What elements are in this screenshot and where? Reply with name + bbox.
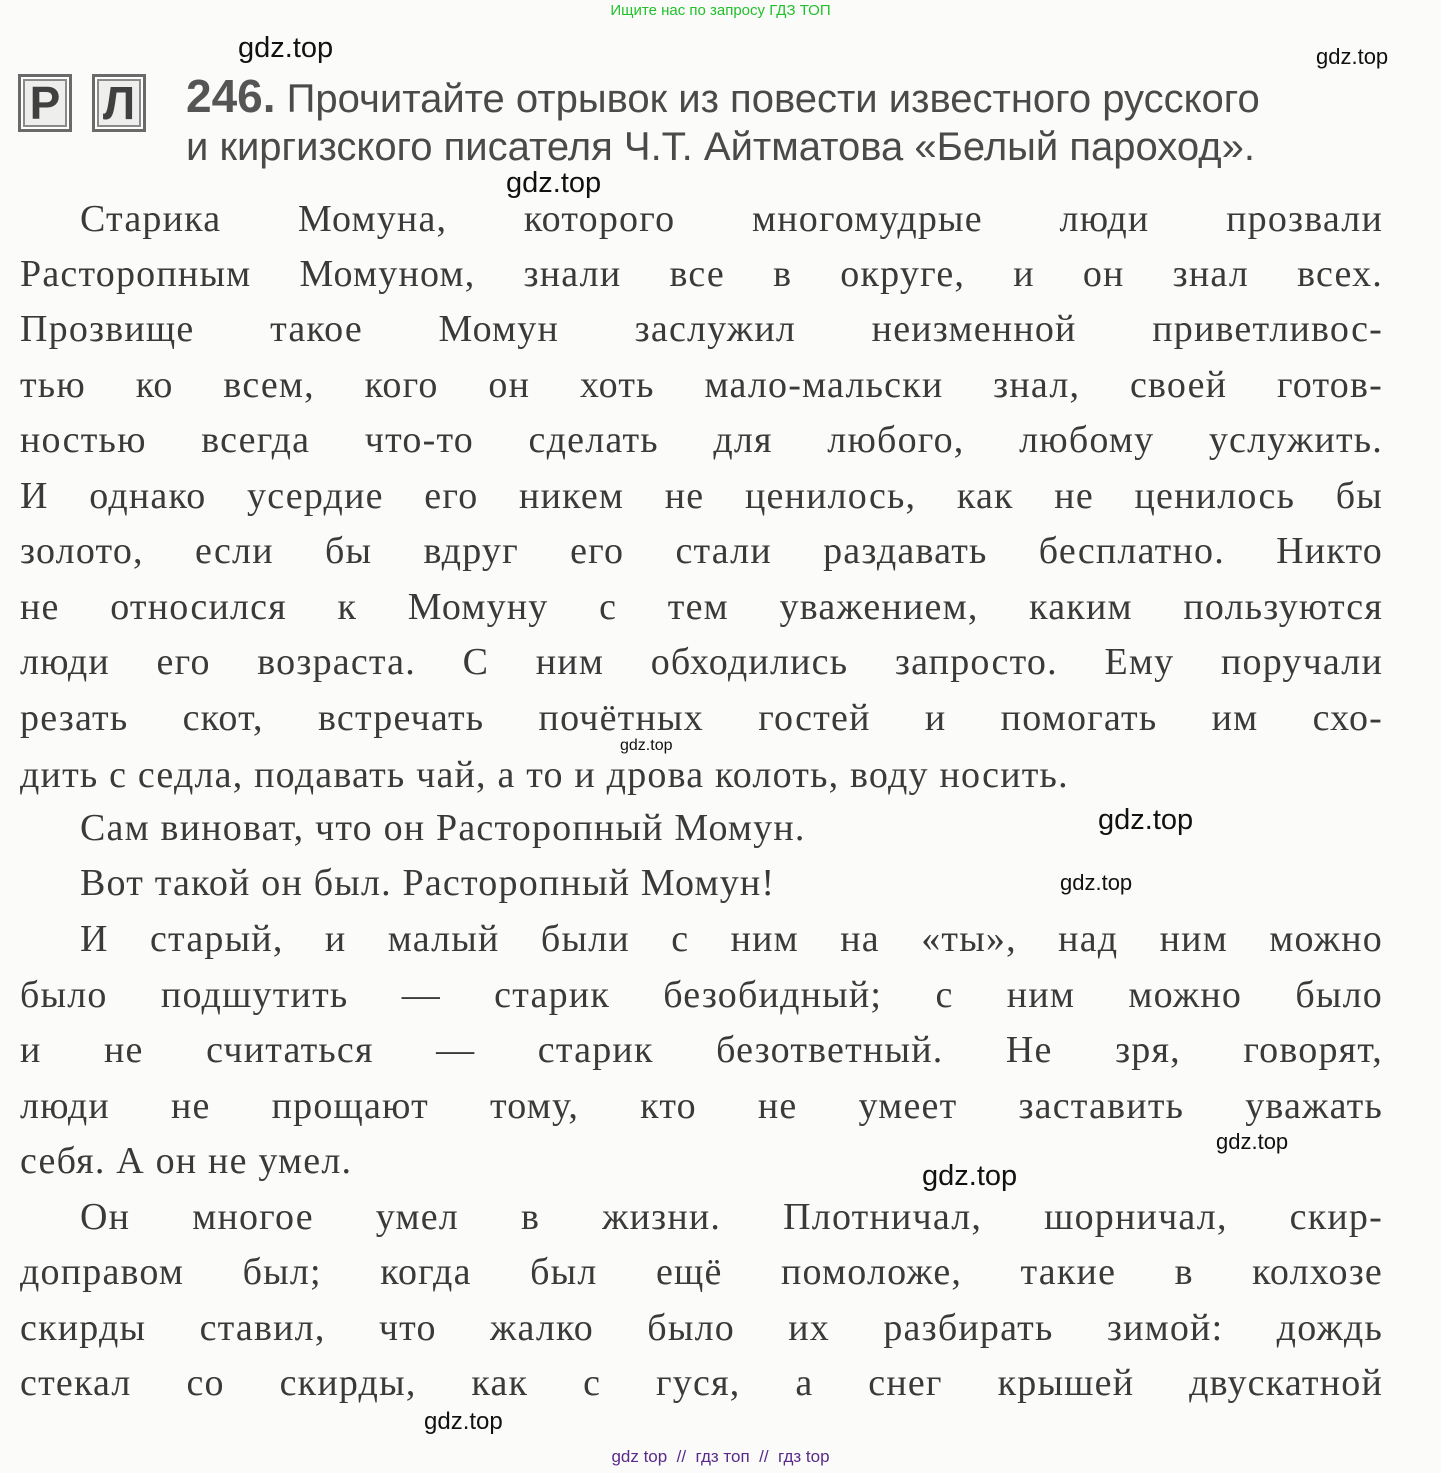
badge-l: Л [92, 74, 146, 132]
task-number: 246. [186, 70, 276, 122]
text-line: не относился к Момуну с тем уважением, каким пользуются [20, 586, 1383, 628]
text-line: тью ко всем, кого он хоть мало-мальски знал, своей готов- [20, 364, 1383, 406]
text-line: доправом был; когда был ещё помоложе, такие в колхозе [20, 1251, 1383, 1293]
text-line: себя. А он не умел. [20, 1140, 353, 1182]
badge-r: Р [18, 74, 72, 132]
text-line: Он многое умел в жизни. Плотничал, шорничал, скир- [80, 1196, 1383, 1238]
text-line: золото, если бы вдруг его стали раздавать бесплатно. Никто [20, 530, 1383, 572]
text-line: дить с седла, подавать чай, а то и дрова колоть, воду носить. [20, 754, 1069, 796]
text-line: скирды ставил, что жалко было их разбирать зимой: дождь [20, 1307, 1383, 1349]
text-line: стекал со скирды, как с гуся, а снег крышей двускатной [20, 1362, 1383, 1404]
text-line: резать скот, встречать почётных гостей и помогать им схо- [20, 697, 1383, 739]
text-line: люди не прощают тому, кто не умеет заставить уважать [20, 1085, 1383, 1127]
text-line: Сам виноват, что он Расторопный Момун. [80, 807, 806, 849]
text-line: люди его возраста. С ним обходились запросто. Ему поручали [20, 641, 1383, 683]
text-line: было подшутить — старик безобидный; с ним можно было [20, 974, 1383, 1016]
text-line: И однако усердие его никем не ценилось, как не ценилось бы [20, 475, 1383, 517]
text-line: Вот такой он был. Расторопный Момун! [80, 862, 776, 904]
watermark: gdz.top [922, 1160, 1018, 1192]
watermark: gdz.top [1216, 1129, 1289, 1154]
watermark: gdz.top [1060, 870, 1133, 895]
task-instruction-2: и киргизского писателя Ч.Т. Айтматова «Белый пароход». [186, 125, 1255, 169]
text-line: И старый, и малый были с ним на «ты», над ним можно [80, 918, 1383, 960]
text-line: Расторопным Момуном, знали все в округе, и он знал всех. [20, 253, 1383, 295]
text-line: ностью всегда что-то сделать для любого, любому услужить. [20, 419, 1383, 461]
watermark: gdz.top [238, 32, 334, 64]
text-line: Прозвище такое Момун заслужил неизменной приветливос- [20, 308, 1383, 350]
text-line: Старика Момуна, которого многомудрые люди прозвали [80, 198, 1383, 240]
footer-links: gdz top // гдз топ // гдз top [611, 1447, 830, 1466]
watermark: gdz.top [424, 1408, 503, 1435]
watermark: gdz.top [620, 737, 673, 754]
task-instruction-1: Прочитайте отрывок из повести известного русского [286, 77, 1260, 121]
task-heading [186, 72, 1260, 171]
watermark: gdz.top [1316, 44, 1389, 69]
text-line: и не считаться — старик безответный. Не зря, говорят, [20, 1029, 1383, 1071]
search-hint: Ищите нас по запросу ГДЗ ТОП [610, 2, 831, 19]
watermark: gdz.top [506, 167, 602, 199]
watermark: gdz.top [1098, 804, 1194, 836]
